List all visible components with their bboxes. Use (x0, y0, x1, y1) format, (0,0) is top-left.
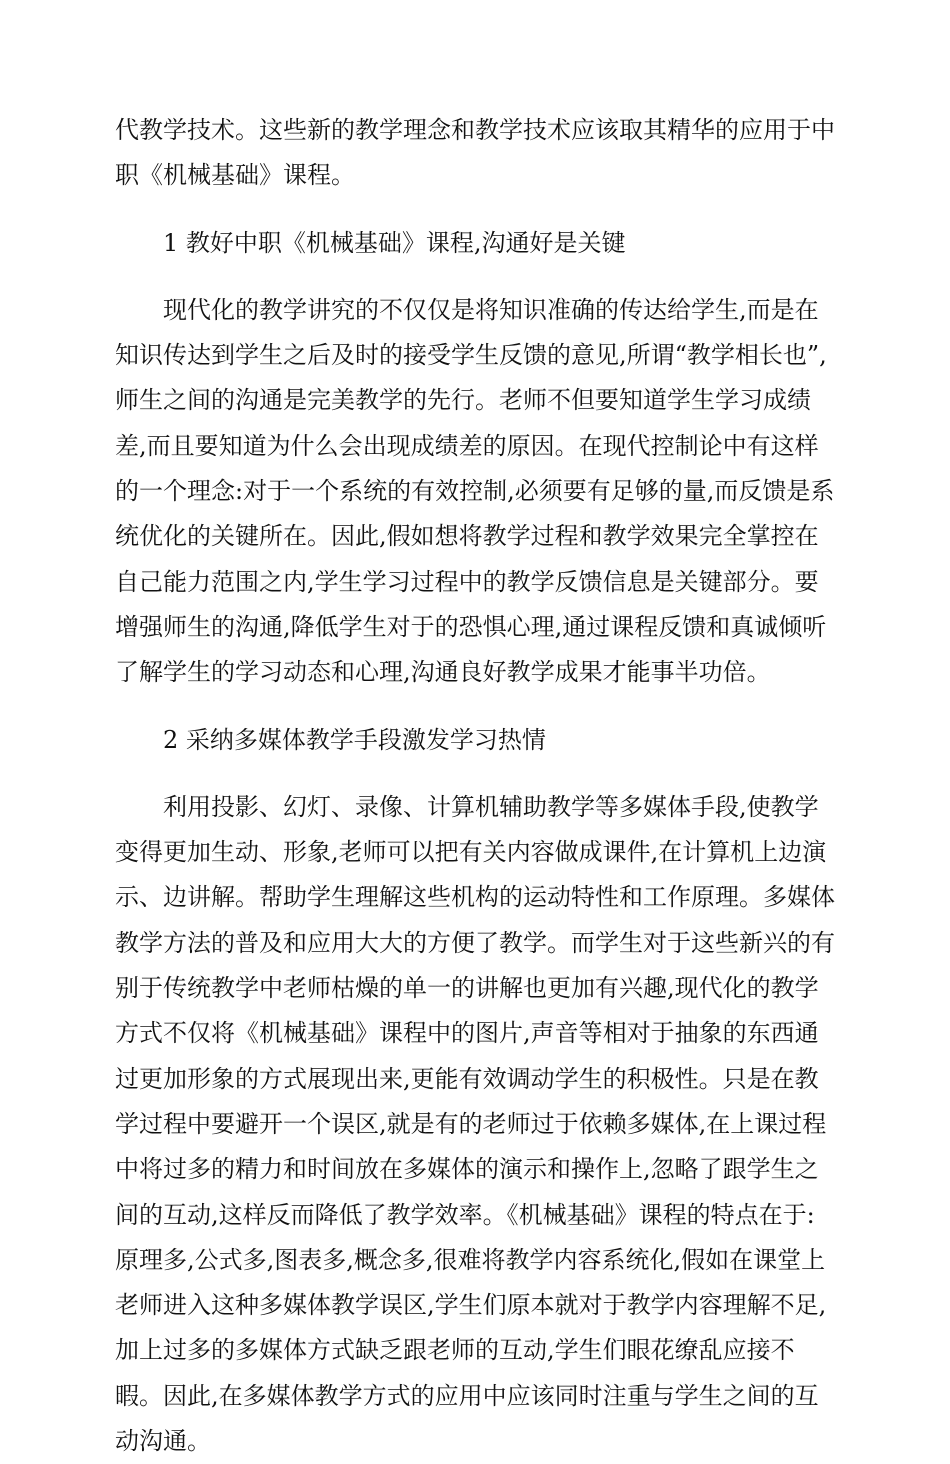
spacer (115, 266, 837, 288)
spacer (115, 696, 837, 718)
section-1-body: 现代化的教学讲究的不仅仅是将知识准确的传达给学生,而是在知识传达到学生之后及时的接受学生反馈的意见,所谓“教学相长也”,师生之间的沟通是完美教学的先行。老师不但要知道学生学习成绩差,而且要知道为什么会出现成绩差的原因。在现代控制论中有这样的一个理念:对于一个系统的有效控制,必须要有足够的量,而反馈是系统优化的关键所在。因此,假如想将教学过程和教学效果完全掌控在自己能力范围之内,学生学习过程中的教学反馈信息是关键部分。要增强师生的沟通,降低学生对于的恐惧心理,通过课程反馈和真诚倾听了解学生的学习动态和心理,沟通良好教学成果才能事半功倍。 (115, 295, 835, 687)
document-page (115, 108, 837, 1464)
section-1-heading: 1 教好中职《机械基础》课程,沟通好是关键 (163, 228, 626, 257)
section-2-body: 利用投影、幻灯、录像、计算机辅助教学等多媒体手段,使教学变得更加生动、形象,老师可以把有关内容做成课件,在计算机上边演示、边讲解。帮助学生理解这些机构的运动特性和工作原理。多媒体教学方法的普及和应用大大的方便了教学。而学生对于这些新兴的有别于传统教学中老师枯燥的单一的讲解也更加有兴趣,现代化的教学方式不仅将《机械基础》课程中的图片,声音等相对于抽象的东西通过更加形象的方式展现出来,更能有效调动学生的积极性。只是在教学过程中要避开一个误区,就是有的老师过于依赖多媒体,在上课过程中将过多的精力和时间放在多媒体的演示和操作上,忽略了跟学生之间的互动,这样反而降低了教学效率。《机械基础》课程的特点在于:原理多,公式多,图表多,概念多,很难将教学内容系统化,假如在课堂上老师进入这种多媒体教学误区,学生们原本就对于教学内容理解不足,加上过多的多媒体方式缺乏跟老师的互动,学生们眼花缭乱应接不暇。因此,在多媒体教学方式的应用中应该同时注重与学生之间的互动沟通。 (115, 792, 835, 1456)
spacer (115, 199, 837, 221)
intro-paragraph: 代教学技术。这些新的教学理念和教学技术应该取其精华的应用于中职《机械基础》课程。 (115, 116, 835, 190)
section-2-heading: 2 采纳多媒体教学手段激发学习热情 (163, 725, 546, 754)
spacer (115, 763, 837, 785)
